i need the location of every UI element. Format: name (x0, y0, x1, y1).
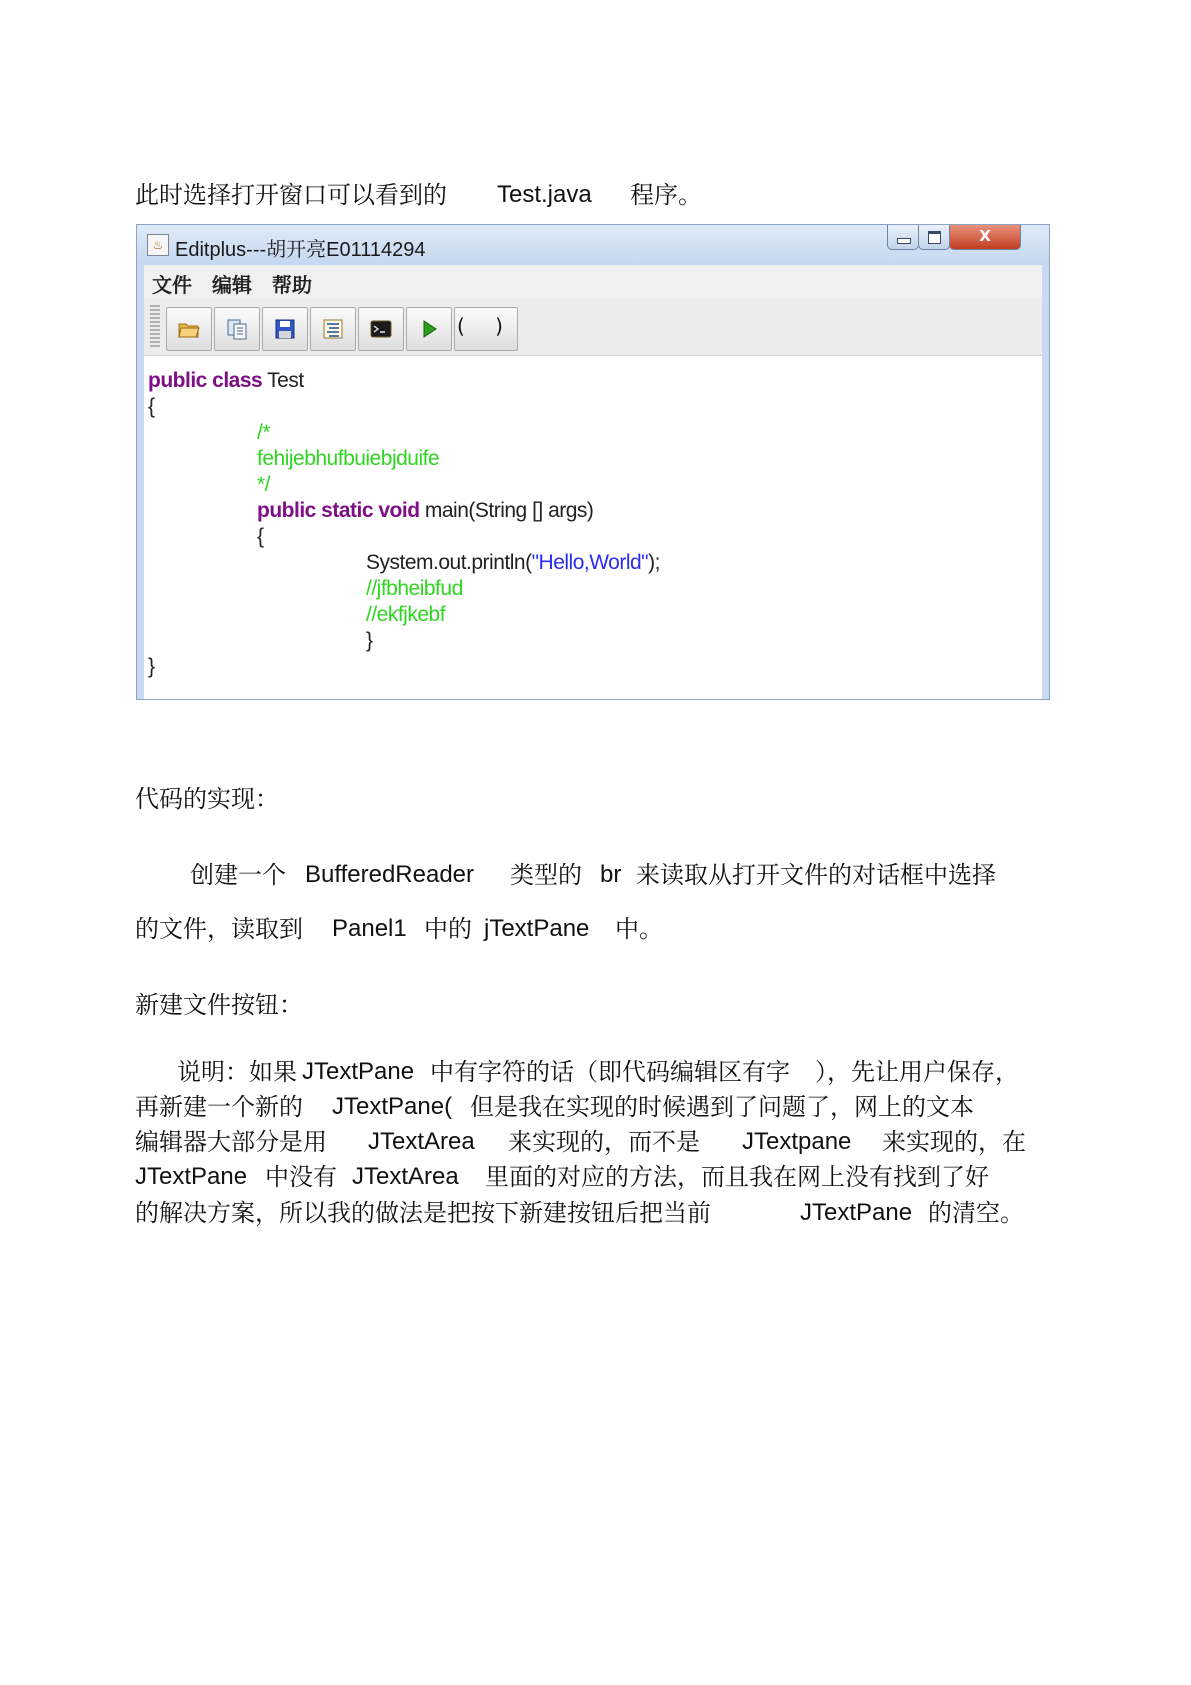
impl-p1-d: br (600, 861, 622, 888)
new-l1-d: ），先让用户保存， (815, 1058, 1019, 1086)
intro-text: 此时选择打开窗口可以看到的 (135, 181, 447, 209)
minimize-icon (897, 238, 911, 244)
new-l1-b: JTextPane (302, 1058, 415, 1085)
code-open-brace: { (148, 395, 155, 418)
new-l3-c: 来实现的，而不是 (508, 1128, 700, 1156)
open-button[interactable] (166, 307, 212, 351)
maximize-button[interactable] (918, 225, 950, 250)
new-l5-a: 的解决方案，所以我的做法是把按下新建按钮后把当前 (135, 1199, 711, 1227)
new-l5-c: 的清空。 (928, 1199, 1024, 1227)
new-l2-c: 但是我在实现的时候遇到了问题了，网上的文本 (470, 1093, 974, 1121)
maximize-icon (928, 231, 941, 244)
run-arrow-icon (418, 318, 440, 340)
code-class-close: } (148, 655, 155, 678)
impl-p1-e: 来读取从打开文件的对话框中选择 (636, 861, 996, 889)
code-line-comment-2: //ekfjkebf (366, 603, 446, 626)
new-l3-e: 来实现的，在 (882, 1128, 1026, 1156)
console-icon (370, 318, 392, 340)
new-l2-a: 再新建一个新的 (135, 1093, 303, 1121)
code-line-class: public class Test (148, 369, 304, 392)
impl-p1-a: 创建一个 (190, 861, 286, 889)
new-file-button[interactable] (214, 307, 260, 351)
new-l3-a: 编辑器大部分是用 (135, 1128, 327, 1156)
menu-bar (144, 265, 1042, 299)
impl-p2-b: Panel1 (332, 915, 407, 942)
impl-p1-b: BufferedReader (305, 861, 475, 888)
code-editor[interactable] (144, 356, 1042, 699)
title-bar (137, 225, 1049, 265)
new-l2-b: JTextPane( (332, 1093, 453, 1120)
console-button[interactable] (358, 307, 404, 351)
code-line-main: public static void main(String [] args) (257, 499, 594, 522)
java-app-icon: ♨ (147, 234, 169, 256)
impl-heading: 代码的实现： (135, 785, 279, 813)
impl-p2-c: 中的 (424, 915, 472, 943)
code-comment-open: /* (257, 421, 271, 444)
code-main-open: { (257, 525, 264, 548)
code-comment-body: fehijebhufbuiebjduife (257, 447, 440, 470)
run-button[interactable] (406, 307, 452, 351)
bracket-nav-button[interactable] (454, 307, 518, 351)
menu-edit[interactable]: 编辑 (212, 273, 252, 297)
code-line-println: System.out.println("Hello,World"); (366, 551, 660, 574)
minimize-button[interactable] (887, 225, 919, 250)
impl-p2-e: 中。 (615, 915, 663, 943)
new-l3-d: JTextpane (742, 1128, 852, 1155)
new-l4-a: JTextPane (135, 1163, 248, 1190)
impl-p2-d: jTextPane (484, 915, 590, 942)
new-l5-b: JTextPane (800, 1199, 913, 1226)
list-icon (322, 318, 344, 340)
bracket-nav-label: ( ) (457, 314, 515, 338)
menu-file[interactable]: 文件 (152, 273, 192, 297)
save-button[interactable] (262, 307, 308, 351)
menu-help[interactable]: 帮助 (272, 273, 312, 297)
code-comment-close: */ (257, 473, 271, 496)
window-client-area (144, 265, 1042, 699)
new-l1-a: 说明：如果 (177, 1058, 297, 1086)
new-l4-d: 里面的对应的方法，而且我在网上没有找到了好 (485, 1163, 989, 1191)
toolbar (144, 299, 1042, 356)
open-folder-icon (178, 318, 200, 340)
new-heading: 新建文件按钮： (135, 991, 303, 1019)
impl-p2-a: 的文件，读取到 (135, 915, 303, 943)
intro-text-end: 程序。 (630, 181, 702, 209)
close-button[interactable]: X (949, 225, 1021, 250)
new-file-icon (226, 318, 248, 340)
code-main-close: } (366, 629, 373, 652)
impl-p1-c: 类型的 (510, 861, 582, 889)
list-button[interactable] (310, 307, 356, 351)
save-disk-icon (274, 318, 296, 340)
new-l4-b: 中没有 (265, 1163, 337, 1191)
code-line-comment-1: //jfbheibfud (366, 577, 463, 600)
intro-filename: Test.java (497, 181, 592, 208)
new-l3-b: JTextArea (368, 1128, 475, 1155)
window-title: Editplus---胡开亮E01114294 (175, 239, 426, 261)
toolbar-grip-icon[interactable] (150, 305, 160, 349)
new-l4-c: JTextArea (352, 1163, 459, 1190)
new-l1-c: 中有字符的话（即代码编辑区有字 (430, 1058, 790, 1086)
editplus-window-screenshot (136, 224, 1050, 700)
